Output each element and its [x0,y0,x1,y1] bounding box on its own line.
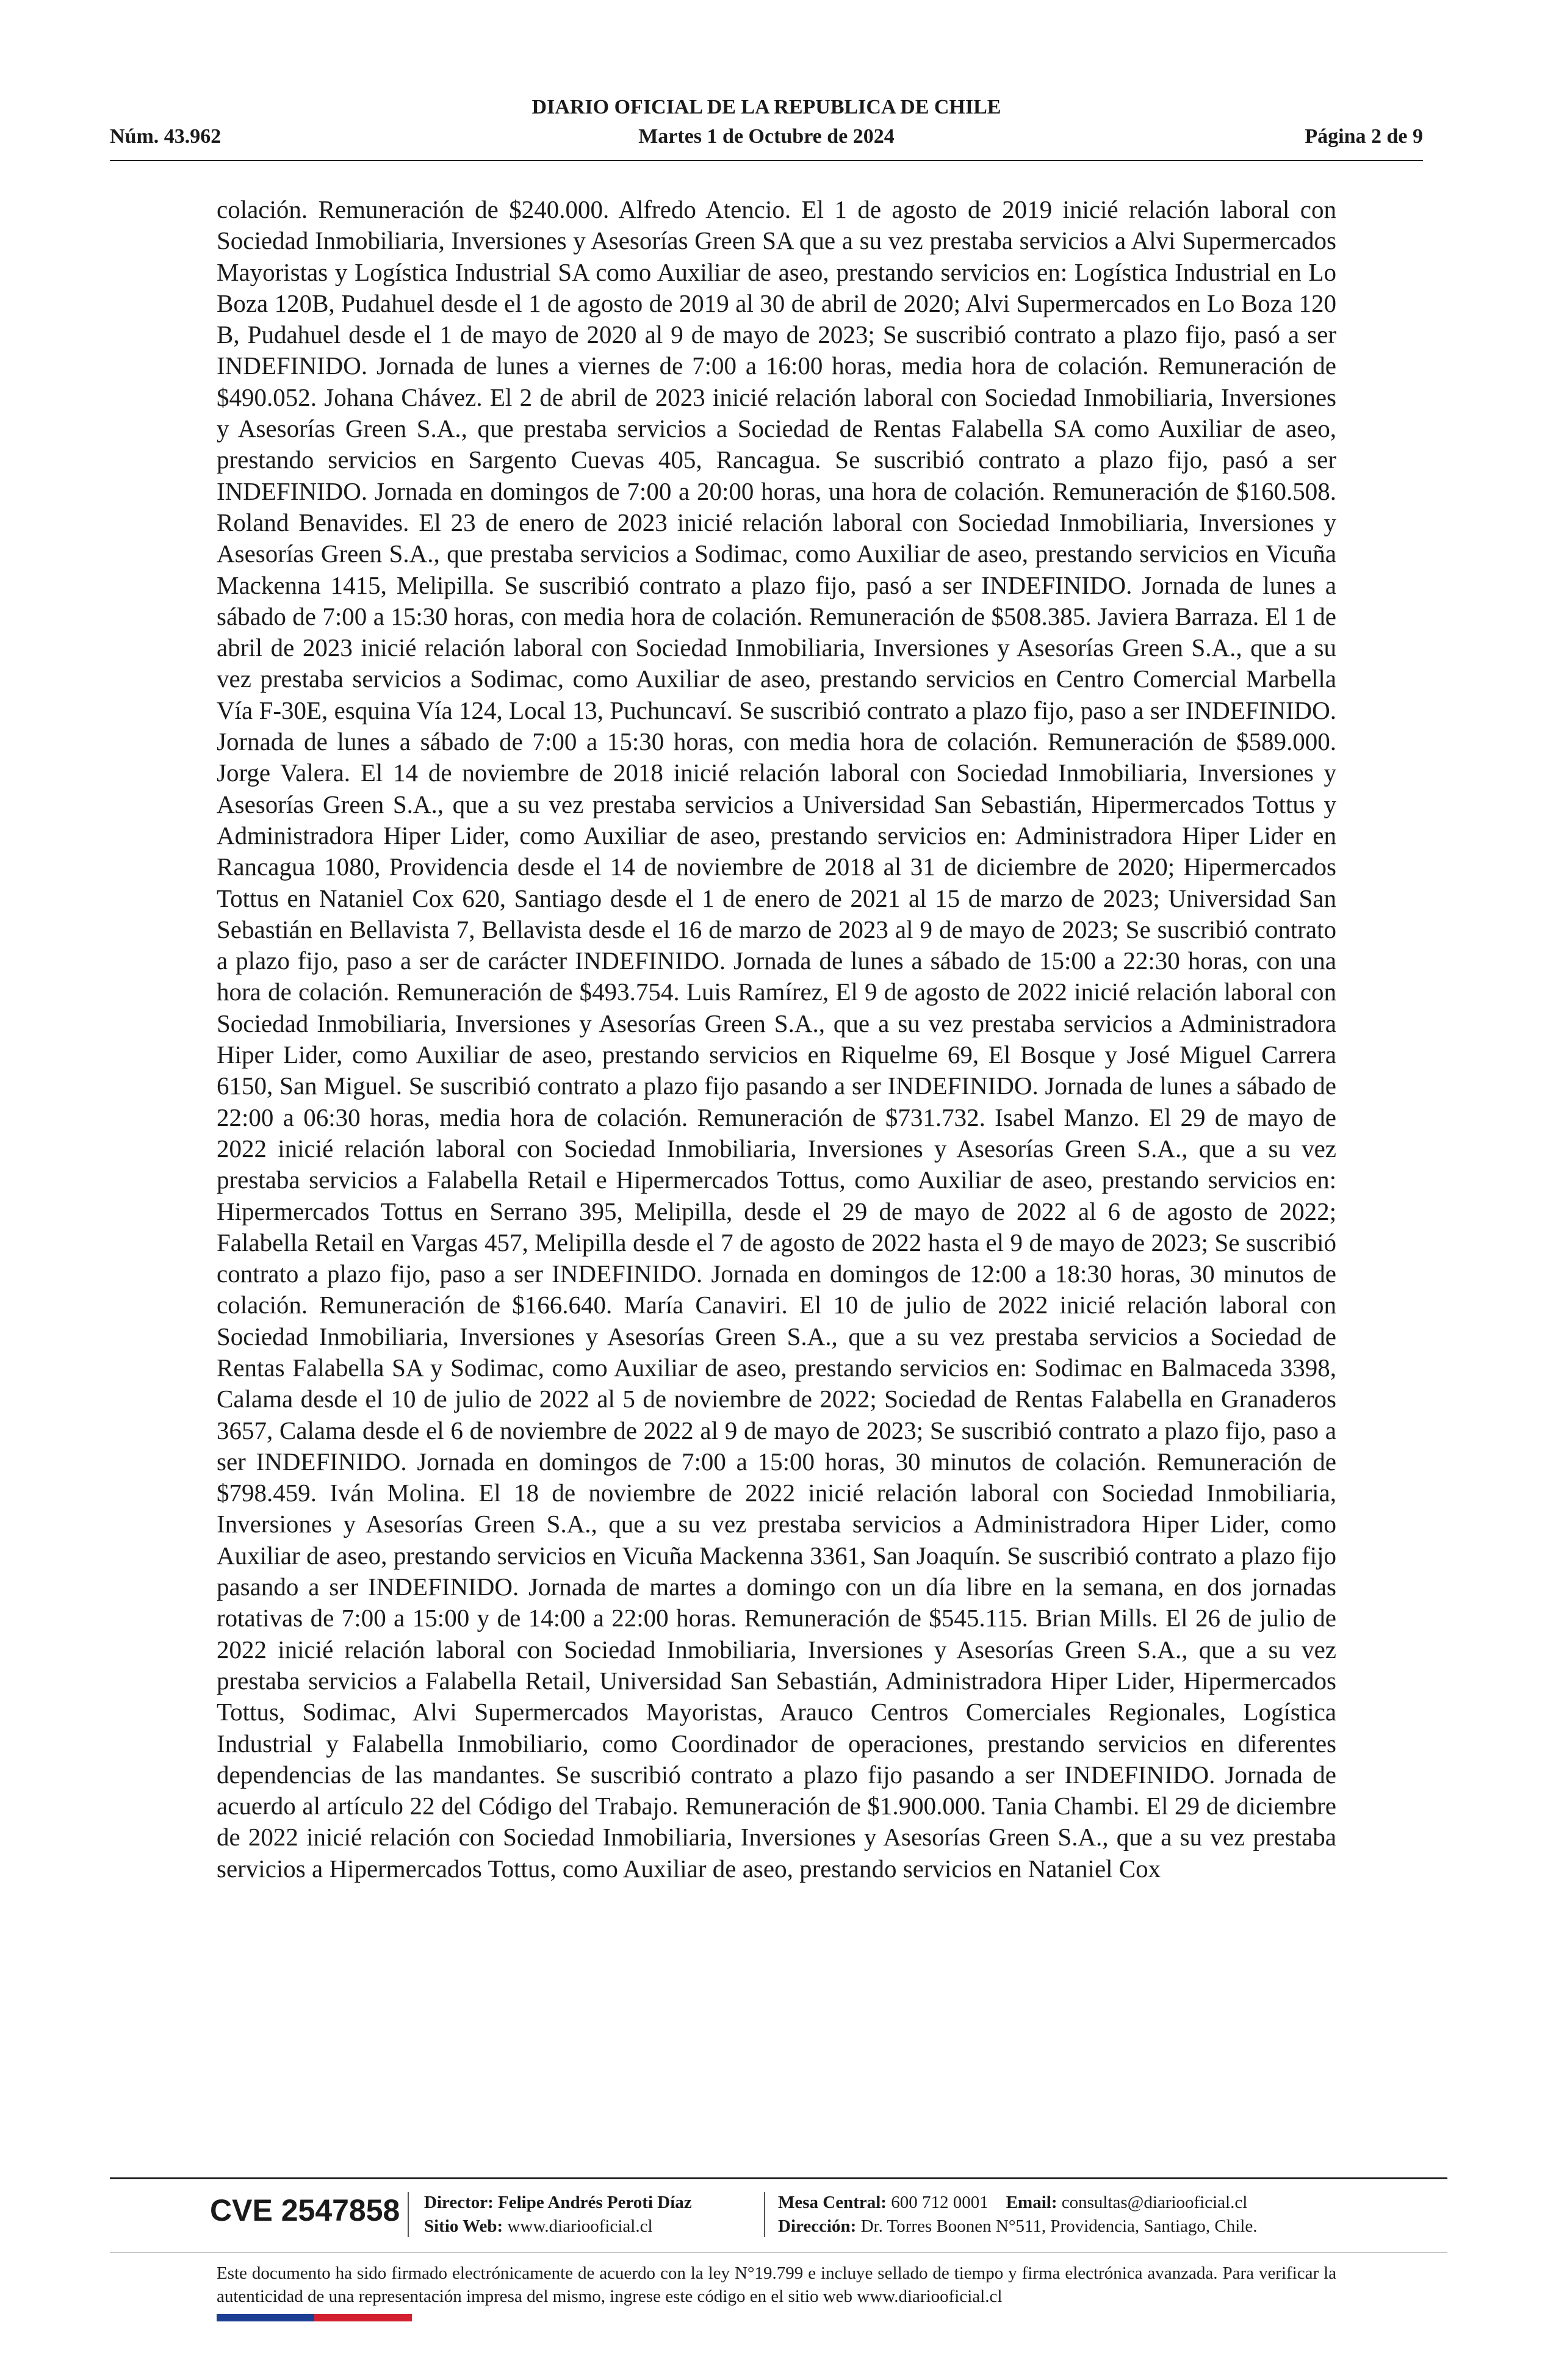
flag-blue-segment [217,2314,314,2321]
issue-date: Martes 1 de Octubre de 2024 [638,125,895,148]
footer-director-block [424,2191,692,2238]
page-number: Página 2 de 9 [1305,125,1423,148]
email-label: Email: [1006,2193,1057,2212]
director-label: Director: [424,2193,494,2212]
issue-number: Núm. 43.962 [110,125,222,148]
director-name: Felipe Andrés Peroti Díaz [498,2193,692,2212]
email-link[interactable]: consultas@diariooficial.cl [1061,2193,1248,2212]
header-divider [110,160,1423,161]
cve-code: CVE 2547858 [210,2193,400,2227]
flag-red-segment [314,2314,412,2321]
footer-divider [110,2177,1447,2179]
header-center [110,93,1423,151]
body-paragraph: colación. Remuneración de $240.000. Alfredo Atencio. El 1 de agosto de 2019 inicié relación laboral con Sociedad Inmobiliaria, Inversiones y Asesorías Green SA que a su vez prestaba servicios a Alvi Supermercados Mayoristas y Logística Industrial SA como Auxiliar de aseo, prestando servicios en: Logística Industrial en Lo Boza 120B, Pudahuel desde el 1 de agosto de 2019 al 30 de abril de 2020; Alvi Supermercados en Lo Boza 120 B, Pudahuel desde el 1 de mayo de 2020 al 9 de mayo de 2023; Se suscribió contrato a plazo fijo, pasó a ser INDEFINIDO. Jornada de lunes a viernes de 7:00 a 16:00 horas, media hora de colación. Remuneración de $490.052. Johana Chávez. El 2 de abril de 2023 inicié relación laboral con Sociedad Inmobiliaria, Inversiones y Asesorías Green S.A., que prestaba servicios a Sociedad de Rentas Falabella SA como Auxiliar de aseo, prestando servicios en Sargento Cuevas 405, Rancagua. Se suscribió contrato a plazo fijo, pasó a ser INDEFINIDO. Jornada en domingos de 7:00 a 20:00 horas, una hora de colación. Remuneración de $160.508. Roland Benavides. El 23 de enero de 2023 inicié relación laboral con Sociedad Inmobiliaria, Inversiones y Asesorías Green S.A., que prestaba servicios a Sodimac, como Auxiliar de aseo, prestando servicios en Vicuña Mackenna 1415, Melipilla. Se suscribió contrato a plazo fijo, pasó a ser INDEFINIDO. Jornada de lunes a sábado de 7:00 a 15:30 horas, con media hora de colación. Remuneración de $508.385. Javiera Barraza. El 1 de abril de 2023 inicié relación laboral con Sociedad Inmobiliaria, Inversiones y Asesorías Green S.A., que a su vez prestaba servicios a Sodimac, como Auxiliar de aseo, prestando servicios en Centro Comercial Marbella Vía F-30E, esquina Vía 124, Local 13, Puchuncaví. Se suscribió contrato a plazo fijo, paso a ser INDEFINIDO. Jornada de lunes a sábado de 7:00 a 15:30 horas, con media hora de colación. Remuneración de $589.000. Jorge Valera. El 14 de noviembre de 2018 inicié relación laboral con Sociedad Inmobiliaria, Inversiones y Asesorías Green S.A., que a su vez prestaba servicios a Universidad San Sebastián, Hipermercados Tottus y Administradora Hiper Lider, como Auxiliar de aseo, prestando servicios en: Administradora Hiper Lider en Rancagua 1080, Providencia desde el 14 de noviembre de 2018 al 31 de diciembre de 2020; Hipermercados Tottus en Nataniel Cox 620, Santiago desde el 1 de enero de 2021 al 15 de marzo de 2023; Universidad San Sebastián en Bellavista 7, Bellavista desde el 16 de marzo de 2023 al 9 de mayo de 2023; Se suscribió contrato a plazo fijo, paso a ser de carácter INDEFINIDO. Jornada de lunes a sábado de 15:00 a 22:30 horas, con una hora de colación. Remuneración de $493.754. Luis Ramírez, El 9 de agosto de 2022 inicié relación laboral con Sociedad Inmobiliaria, Inversiones y Asesorías Green S.A., que a su vez prestaba servicios a Administradora Hiper Lider, como Auxiliar de aseo, prestando servicios en Riquelme 69, El Bosque y José Miguel Carrera 6150, San Miguel. Se suscribió contrato a plazo fijo pasando a ser INDEFINIDO. Jornada de lunes a sábado de 22:00 a 06:30 horas, media hora de colación. Remuneración de $731.732. Isabel Manzo. El 29 de mayo de 2022 inicié relación laboral con Sociedad Inmobiliaria, Inversiones y Asesorías Green S.A., que a su vez prestaba servicios a Falabella Retail e Hipermercados Tottus, como Auxiliar de aseo, prestando servicios en: Hipermercados Tottus en Serrano 395, Melipilla, desde el 29 de mayo de 2022 al 6 de agosto de 2022; Falabella Retail en Vargas 457, Melipilla desde el 7 de agosto de 2022 hasta el 9 de mayo de 2023; Se suscribió contrato a plazo fijo, paso a ser INDEFINIDO. Jornada en domingos de 12:00 a 18:30 horas, 30 minutos de colación. Remuneración de $166.640. María Canaviri. El 10 de julio de 2022 inicié relación laboral con Sociedad Inmobiliaria, Inversiones y Asesorías Green S.A., que a su vez prestaba servicios a Sociedad de Rentas Falabella SA y Sodimac, como Auxiliar de aseo, prestando servicios en: Sodimac en Balmaceda 3398, Calama desde el 10 de julio de 2022 al 5 de noviembre de 2022; Sociedad de Rentas Falabella en Granaderos 3657, Calama desde el 6 de noviembre de 2022 al 9 de mayo de 2023; Se suscribió contrato a plazo fijo, paso a ser INDEFINIDO. Jornada en domingos de 7:00 a 15:00 horas, 30 minutos de colación. Remuneración de $798.459. Iván Molina. El 18 de noviembre de 2022 inicié relación laboral con Sociedad Inmobiliaria, Inversiones y Asesorías Green S.A., que a su vez prestaba servicios a Administradora Hiper Lider, como Auxiliar de aseo, prestando servicios en Vicuña Mackenna 3361, San Joaquín. Se suscribió contrato a plazo fijo pasando a ser INDEFINIDO. Jornada de martes a domingo con un día libre en la semana, en dos jornadas rotativas de 7:00 a 15:00 y de 14:00 a 22:00 horas. Remuneración de $545.115. Brian Mills. El 26 de julio de 2022 inicié relación laboral con Sociedad Inmobiliaria, Inversiones y Asesorías Green S.A., que a su vez prestaba servicios a Falabella Retail, Universidad San Sebastián, Administradora Hiper Lider, Hipermercados Tottus, Sodimac, Alvi Supermercados Mayoristas, Arauco Centros Comerciales Regionales, Logística Industrial y Falabella Inmobiliario, como Coordinador de operaciones, prestando servicios en diferentes dependencias de las mandantes. Se suscribió contrato a plazo fijo pasando a ser INDEFINIDO. Jornada de acuerdo al artículo 22 del Código del Trabajo. Remuneración de $1.900.000. Tania Chambi. El 29 de diciembre de 2022 inicié relación con Sociedad Inmobiliaria, Inversiones y Asesorías Green S.A., que a su vez prestaba servicios a Hipermercados Tottus, como Auxiliar de aseo, prestando servicios en Nataniel Cox [217,195,1336,1883]
phone-value: 600 712 0001 [891,2193,989,2212]
phone-label: Mesa Central: [778,2193,887,2212]
footer-separator [408,2192,409,2237]
footer-contact-block [778,2191,1257,2238]
address-value: Dr. Torres Boonen N°511, Providencia, Santiago, Chile. [860,2216,1258,2236]
site-link[interactable]: www.diariooficial.cl [507,2216,653,2236]
newspaper-title: DIARIO OFICIAL DE LA REPUBLICA DE CHILE [531,96,1001,118]
address-label: Dirección: [778,2216,857,2236]
site-label: Sitio Web: [424,2216,503,2236]
page-header [110,93,1423,154]
footer-separator [764,2192,765,2237]
signature-disclaimer: Este documento ha sido firmado electrónicamente de acuerdo con la ley N°19.799 e incluye sellado de tiempo y firma electrónica avanzada. Para verificar la autenticidad de una representación impresa del mismo, ingrese este código en el sitio web www.diariooficial.cl [217,2263,1336,2306]
